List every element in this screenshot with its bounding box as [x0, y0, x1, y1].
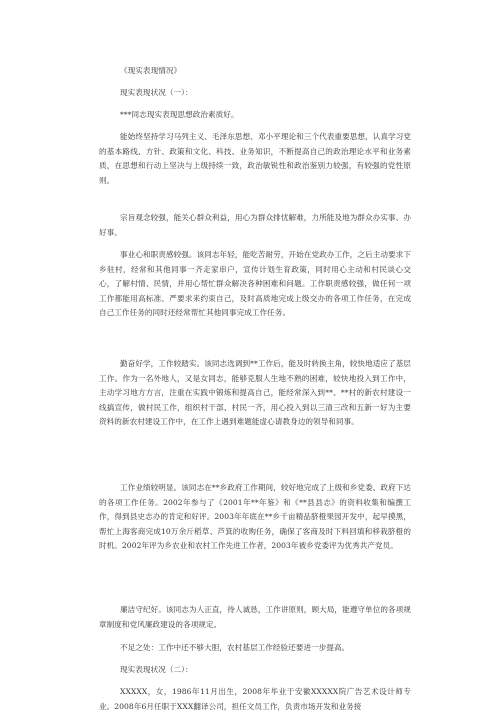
paragraph-profile: XXXXX，女，1986年11月出生，2008年毕业于安徽XXXXX院广告艺术设计师专业。2008年6月任职于XXX翻译公司，担任文员工作，负责市场开发和业务接 [99, 687, 411, 711]
section-heading-1: 现实表现状况（一）： [120, 88, 193, 97]
paragraph-diligence: 勤奋好学，工作较踏实。该同志选调到**工作后，能及时转换主角，较快地适应了基层工作。作为一名外地人，又是女同志，能够克服人生地不熟的困难，较快地投入到工作中，主动学习地方方言，注重在实践中锻炼和提高自己，能经常深入到**、**村的新农村建设一线搞宣传，做村民工作，组织村干部、村民一齐，用心投入到以三清三改和五新一好为主要资料的新农村建设工作中，在工作上遇到难题能虚心请教身边的领导和同事。 [99, 359, 411, 427]
paragraph-shortcomings: 不足之处：工作中还不够大胆，农村基层工作经验还要进一步提高。 [120, 643, 350, 652]
subject-line: ***同志现实表现思想政治素质好。 [120, 110, 239, 119]
document-title: 《现实表现情况》 [120, 66, 182, 75]
paragraph-mass-concern: 宗旨观念较强，能关心群众利益，用心为群众排忧解难，力所能及地为群众办实事、办好事。 [99, 213, 411, 237]
paragraph-achievements: 工作业绩较明显。该同志在**乡政府工作期间，较好地完成了上级和乡党委、政府下达的各项工作任务。2002年参与了《2001年**年鉴》和《**县县志》的资料收集和编撰工作，得到县史志办的肯定和好评。2003年年底在**乡千亩精品脐橙果园开发中，起早摸黑，帮忙上海客商完成10万余斤稻草、芦箕的收购任务，确保了客商及时下料回填和移栽脐橙的时机。2002年评为乡农业和农村工作先进工作者，2003年被乡党委评为优秀共产党员。 [99, 483, 411, 551]
paragraph-responsibility: 事业心和职责感较强。该同志年轻，能吃苦耐劳，开始在党政办工作，之后主动要求下乡驻村，经常和其他同事一齐走家串户，宣传计划生育政策，同时用心主动和村民谈心交心，了解村情、民情，并用心帮忙群众解决各种困难和问题。工作职责感较强，做任何一项工作都能用高标准、严要求来约束自己，及时高质地完成上级交办的各项工作任务，在完成自己工作任务的同时还经常帮忙其他同事完成工作任务。 [99, 250, 411, 318]
paragraph-political-study: 能始终坚持学习马列主义、毛泽东思想、邓小平理论和三个代表重要思想，认真学习党的基本路线、方针、政策和文化、科技、业务知识，不断提高自己的政治理论水平和业务素质，在思想和行动上坚决与上级持续一致，政治敏锐性和政治鉴别力较强，有较强的党性原则。 [99, 132, 411, 185]
paragraph-integrity: 廉洁守纪好。该同志为人正直，待人诚恳，工作讲原则，顾大局，能遵守单位的各项规章制度和党风廉政建设的各项规定。 [99, 605, 411, 629]
section-heading-2: 现实表现状况（二）： [120, 665, 193, 674]
